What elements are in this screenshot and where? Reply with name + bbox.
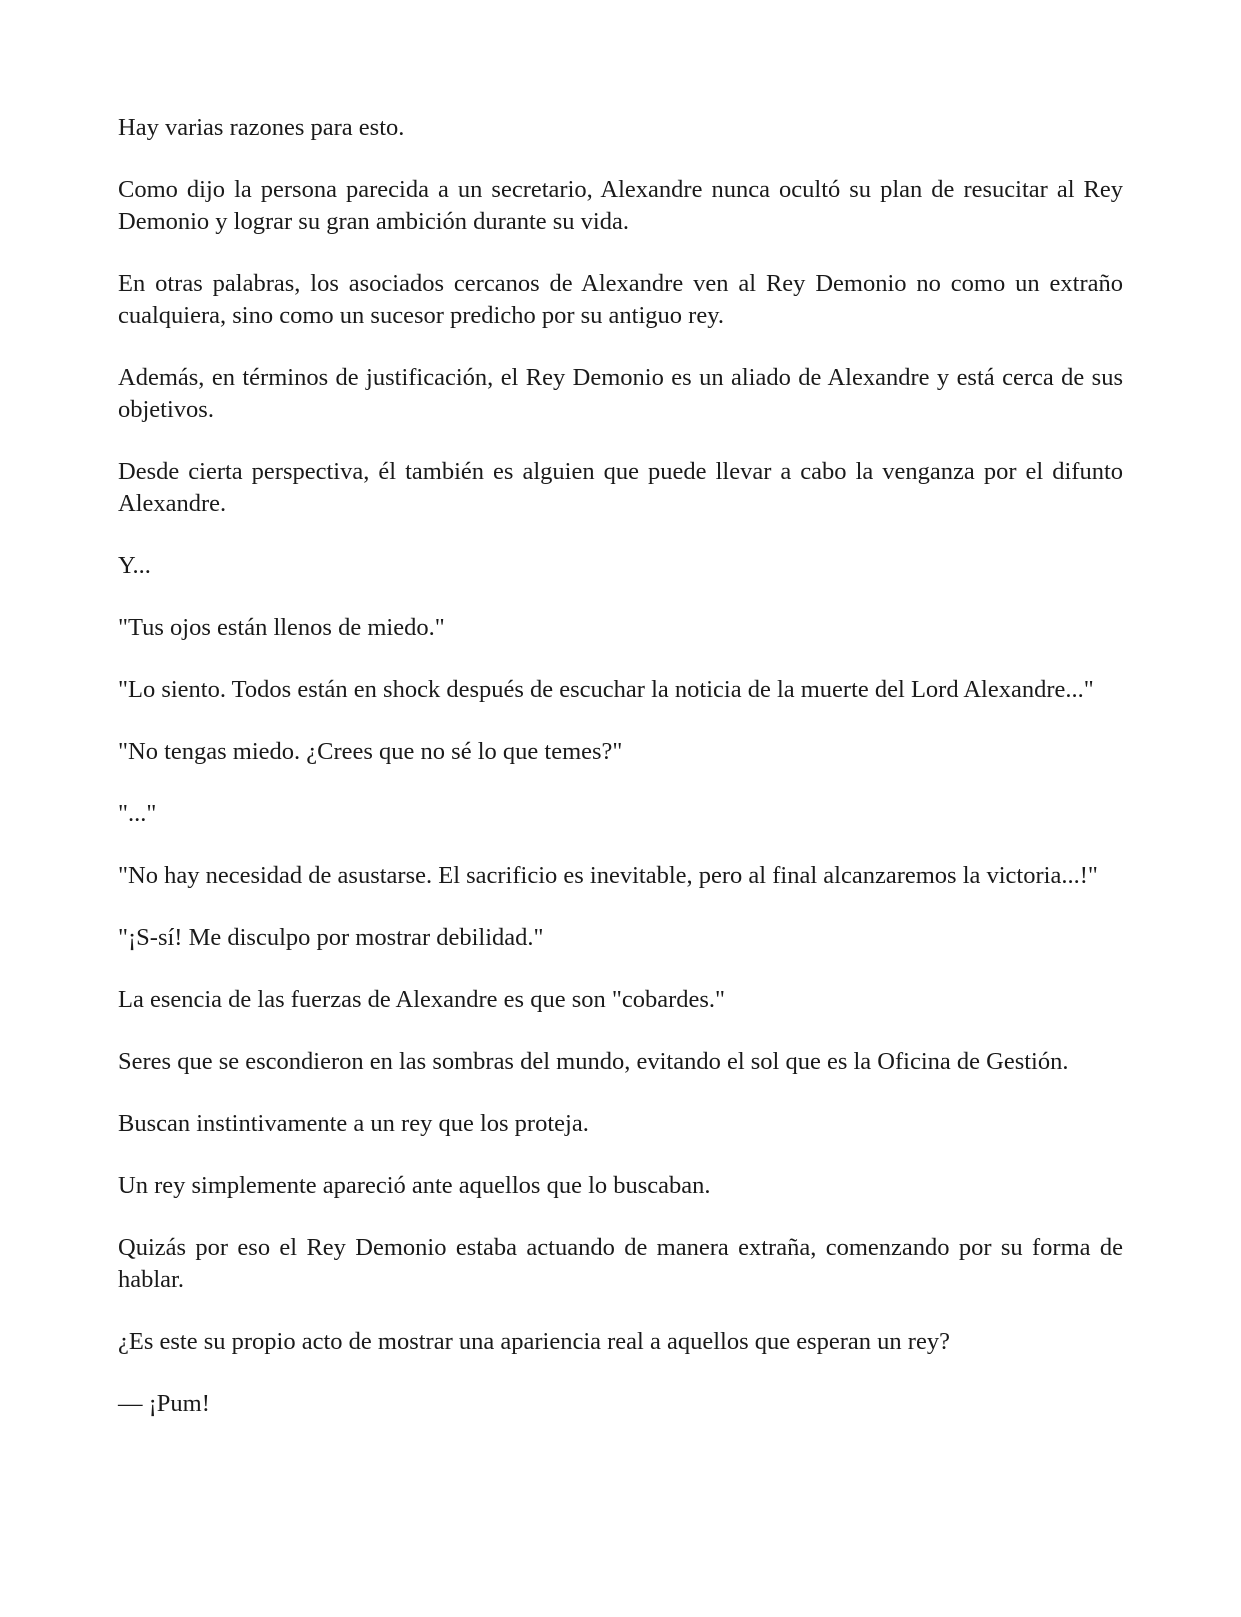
paragraph: Como dijo la persona parecida a un secretario, Alexandre nunca ocultó su plan de resucitar al Rey Demonio y lograr su gran ambición durante su vida. [118,176,1123,235]
dialogue-line: "..." [118,800,157,827]
paragraph: Quizás por eso el Rey Demonio estaba actuando de manera extraña, comenzando por su forma de hablar. [118,1234,1123,1293]
paragraph: Desde cierta perspectiva, él también es alguien que puede llevar a cabo la venganza por el difunto Alexandre. [118,458,1123,517]
paragraph: Buscan instintivamente a un rey que los proteja. [118,1110,589,1137]
dialogue-line: "Lo siento. Todos están en shock después de escuchar la noticia de la muerte del Lord Alexandre..." [118,676,1094,703]
dialogue-line: "No tengas miedo. ¿Crees que no sé lo que temes?" [118,738,623,765]
paragraph: ¿Es este su propio acto de mostrar una apariencia real a aquellos que esperan un rey? [118,1328,950,1355]
paragraph: Un rey simplemente apareció ante aquellos que lo buscaban. [118,1172,711,1199]
paragraph: Y... [118,552,151,579]
dialogue-line: "¡S-sí! Me disculpo por mostrar debilidad." [118,924,544,951]
paragraph: Además, en términos de justificación, el Rey Demonio es un aliado de Alexandre y está cerca de sus objetivos. [118,364,1123,423]
document-body [118,112,1123,1450]
paragraph: La esencia de las fuerzas de Alexandre es que son "cobardes." [118,986,726,1013]
paragraph: Seres que se escondieron en las sombras del mundo, evitando el sol que es la Oficina de Gestión. [118,1048,1069,1075]
sound-effect-line: — ¡Pum! [118,1390,210,1417]
paragraph: Hay varias razones para esto. [118,114,405,141]
dialogue-line: "No hay necesidad de asustarse. El sacrificio es inevitable, pero al final alcanzaremos la victoria...!" [118,862,1098,889]
dialogue-line: "Tus ojos están llenos de miedo." [118,614,445,641]
paragraph: En otras palabras, los asociados cercanos de Alexandre ven al Rey Demonio no como un extraño cualquiera, sino como un sucesor predicho por su antiguo rey. [118,270,1123,329]
